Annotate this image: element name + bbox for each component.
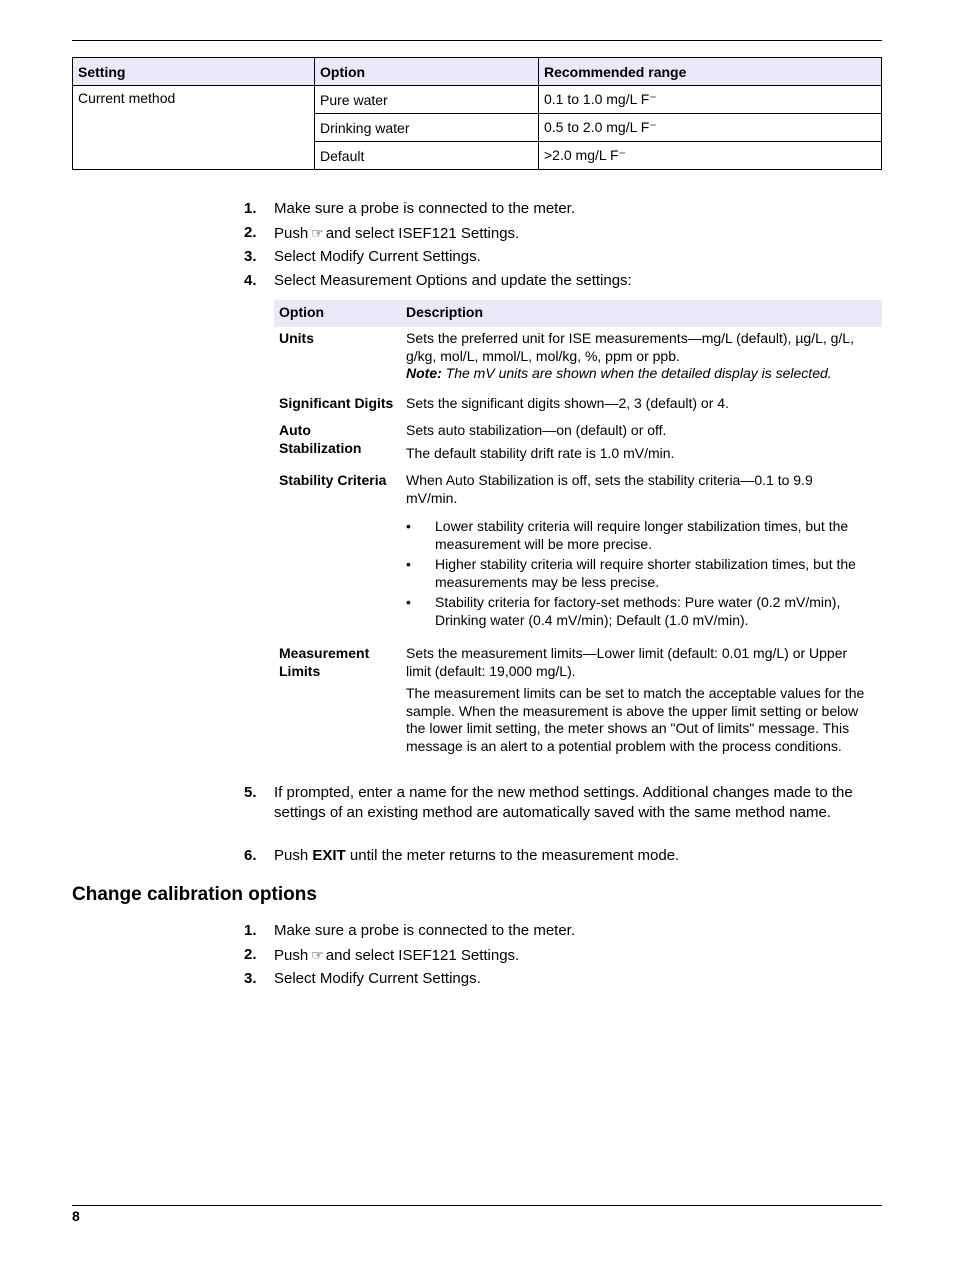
column-header: Option (315, 58, 539, 86)
column-header: Description (406, 304, 484, 320)
option-description: Sets auto stabilization—on (default) or off. (406, 422, 667, 438)
option-description: The measurement limits can be set to match the acceptable values for the sample. When the measurement is above the upper limit setting or below the lower limit setting, the meter shows an "Out of limits" message. This message is an alert to a potential problem with the process conditions. (406, 685, 865, 754)
option-name: Significant Digits (279, 395, 394, 411)
column-header: Option (279, 304, 325, 320)
column-header: Setting (73, 58, 315, 86)
header-rule (72, 40, 882, 41)
step-text-post: and select ISEF121 Settings. (325, 225, 520, 242)
step-text: Make sure a probe is connected to the meter. (274, 922, 576, 939)
bullet-text: Higher stability criteria will require shorter stabilization times, but the measurements may be less precise. (435, 556, 856, 590)
table-header-row (73, 58, 882, 86)
range-cell: 0.1 to 1.0 mg/L F⁻ (539, 86, 882, 114)
option-cell: Drinking water (315, 114, 539, 142)
option-cell: Pure water (315, 86, 539, 114)
footer-rule (72, 1205, 882, 1206)
range-cell: 0.5 to 2.0 mg/L F⁻ (539, 114, 882, 142)
step-number: 1. (244, 922, 257, 939)
note-label: Note: (406, 365, 442, 381)
option-name: Units (279, 330, 314, 346)
step-text-post: until the meter returns to the measurement mode. (349, 847, 680, 864)
section-heading: Change calibration options (72, 884, 317, 905)
bullet-icon: • (406, 556, 411, 572)
step-text (274, 846, 874, 866)
column-header: Recommended range (539, 58, 882, 86)
step-text-post: and select ISEF121 Settings. (325, 947, 520, 964)
table-row (73, 86, 882, 114)
bullet-text: Lower stability criteria will require longer stabilization times, but the measurement will be more precise. (435, 518, 849, 552)
hand-wrench-icon: ☞ (311, 947, 324, 963)
step-number: 2. (244, 224, 257, 241)
page-number: 8 (72, 1208, 80, 1224)
note-text: The mV units are shown when the detailed display is selected. (445, 365, 832, 381)
setting-cell: Current method (73, 86, 315, 170)
method-settings-table (72, 57, 882, 170)
step-number: 1. (244, 200, 257, 217)
step-text: If prompted, enter a name for the new method settings. Additional changes made to the settings of an existing method are automatically saved with the same method name. (274, 784, 853, 821)
hand-wrench-icon: ☞ (311, 225, 324, 241)
option-description: Sets the measurement limits—Lower limit (default: 0.01 mg/L) or Upper limit (default: 19,000 mg/L). (406, 645, 848, 679)
option-name: Auto Stabilization (279, 422, 362, 456)
bullet-icon: • (406, 594, 411, 610)
option-description (406, 330, 878, 383)
step-text (274, 945, 874, 966)
bullet-text: Stability criteria for factory-set methods: Pure water (0.2 mV/min), Drinking water (0.4 mV/min); Default (1.0 mV/min). (435, 594, 841, 628)
step-text (274, 223, 874, 244)
step-text: Select Measurement Options and update the settings: (274, 272, 632, 289)
range-cell: >2.0 mg/L F⁻ (539, 142, 882, 170)
exit-key-label: EXIT (312, 847, 346, 864)
option-description: The default stability drift rate is 1.0 mV/min. (406, 445, 675, 461)
step-text: Select Modify Current Settings. (274, 970, 481, 987)
option-name: Stability Criteria (279, 472, 387, 488)
option-cell: Default (315, 142, 539, 170)
step-text: Make sure a probe is connected to the meter. (274, 200, 576, 217)
step-number: 3. (244, 970, 257, 987)
step-text-pre: Push (274, 225, 309, 242)
option-description: Sets the significant digits shown—2, 3 (default) or 4. (406, 395, 729, 411)
step-number: 4. (244, 272, 257, 289)
option-name: Measurement Limits (279, 645, 370, 679)
step-text-pre: Push (274, 847, 309, 864)
option-description: When Auto Stabilization is off, sets the stability criteria—0.1 to 9.9 mV/min. (406, 472, 813, 506)
bullet-icon: • (406, 518, 411, 534)
step-number: 2. (244, 946, 257, 963)
units-description: Sets the preferred unit for ISE measurements—mg/L (default), µg/L, g/L, g/kg, mol/L, mmol/L, mol/kg, %, ppm or ppb. (406, 330, 854, 364)
step-number: 5. (244, 784, 257, 801)
step-text-pre: Push (274, 947, 309, 964)
step-number: 3. (244, 248, 257, 265)
table-header-row (274, 300, 882, 327)
step-number: 6. (244, 847, 257, 864)
step-text: Select Modify Current Settings. (274, 248, 481, 265)
